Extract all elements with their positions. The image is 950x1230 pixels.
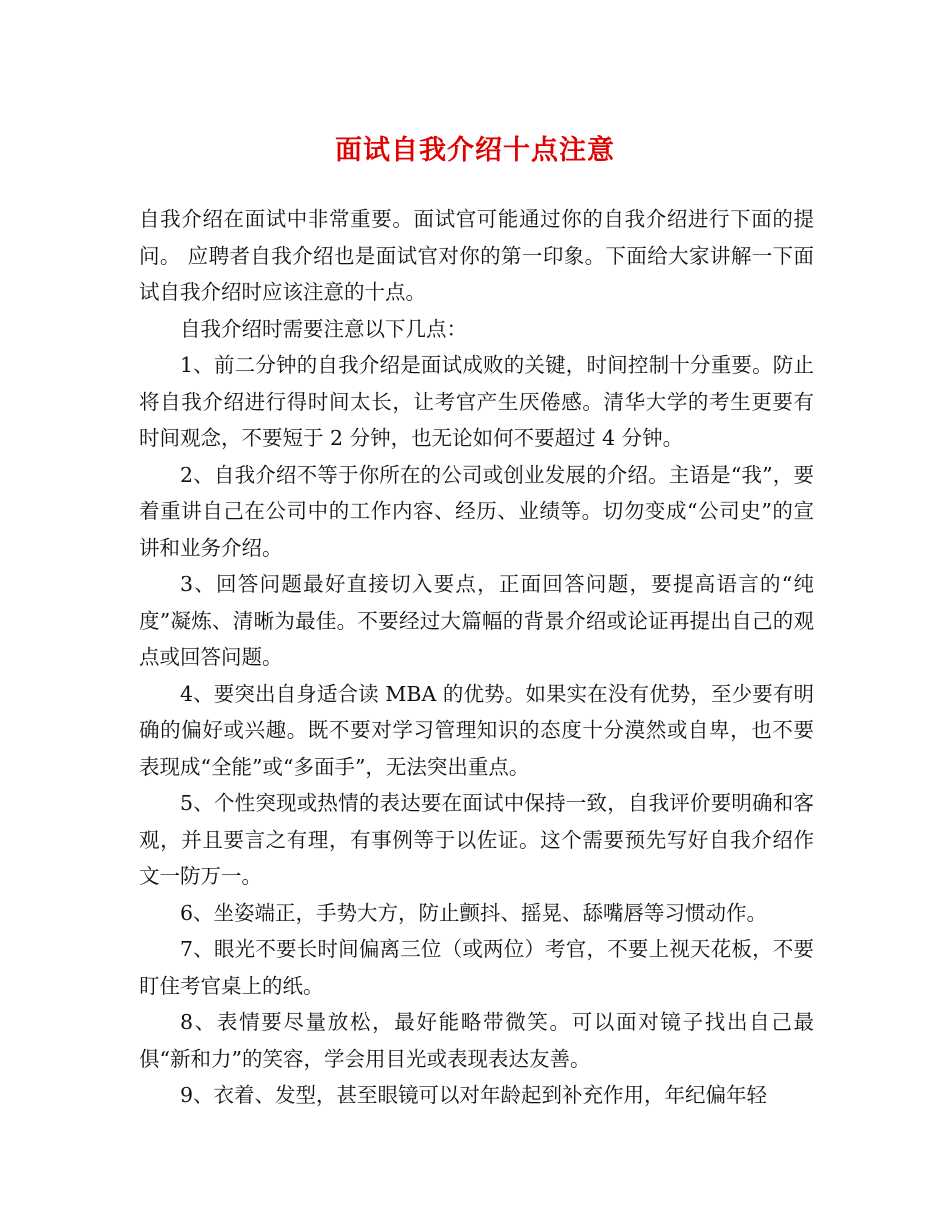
point-2-paragraph: 2、自我介绍不等于你所在的公司或创业发展的介绍。主语是“我”，要着重讲自己在公司中的工作内容、经历、业绩等。切勿变成“公司史”的宣讲和业务介绍。 xyxy=(139,462,814,560)
intro-paragraph: 自我介绍在面试中非常重要。面试官可能通过你的自我介绍进行下面的提问。 应聘者自我介绍也是面试官对你的第一印象。下面给大家讲解一下面试自我介绍时应该注意的十点。 xyxy=(139,207,814,304)
point-3-paragraph: 3、回答问题最好直接切入要点，正面回答问题，要提高语言的“纯度”凝炼、清晰为最佳。不要经过大篇幅的背景介绍或论证再提出自己的观点或回答问题。 xyxy=(139,572,814,669)
point-8-paragraph: 8、表情要尽量放松，最好能略带微笑。可以面对镜子找出自己最俱“新和力”的笑容，学会用目光或表现表达友善。 xyxy=(139,1010,814,1071)
document-title: 面试自我介绍十点注意 xyxy=(335,135,615,166)
document-body xyxy=(139,201,814,1114)
point-5-paragraph: 5、个性突现或热情的表达要在面试中保持一致，自我评价要明确和客观，并且要言之有理，有事例等于以佐证。这个需要预先写好自我介绍作文一防万一。 xyxy=(139,791,814,888)
point-6-paragraph: 6、坐姿端正，手势大方，防止颤抖、摇晃、舔嘴唇等习惯动作。 xyxy=(180,900,768,925)
point-7-paragraph: 7、眼光不要长时间偏离三位（或两位）考官，不要上视天花板，不要盯住考官桌上的纸。 xyxy=(139,937,814,998)
point-1-paragraph: 1、前二分钟的自我介绍是面试成败的关键，时间控制十分重要。防止将自我介绍进行得时间太长，让考官产生厌倦感。清华大学的考生更要有时间观念，不要短于 2 分钟，也无论如何不要超过 4 分钟。 xyxy=(139,353,814,450)
point-4-paragraph: 4、要突出自身适合读 MBA 的优势。如果实在没有优势，至少要有明确的偏好或兴趣。既不要对学习管理知识的态度十分漠然或自卑，也不要表现成“全能”或“多面手”，无法突出重点。 xyxy=(139,681,814,779)
point-9-paragraph: 9、衣着、发型，甚至眼镜可以对年龄起到补充作用，年纪偏年轻 xyxy=(180,1083,768,1107)
lead-paragraph: 自我介绍时需要注意以下几点： xyxy=(180,316,467,341)
